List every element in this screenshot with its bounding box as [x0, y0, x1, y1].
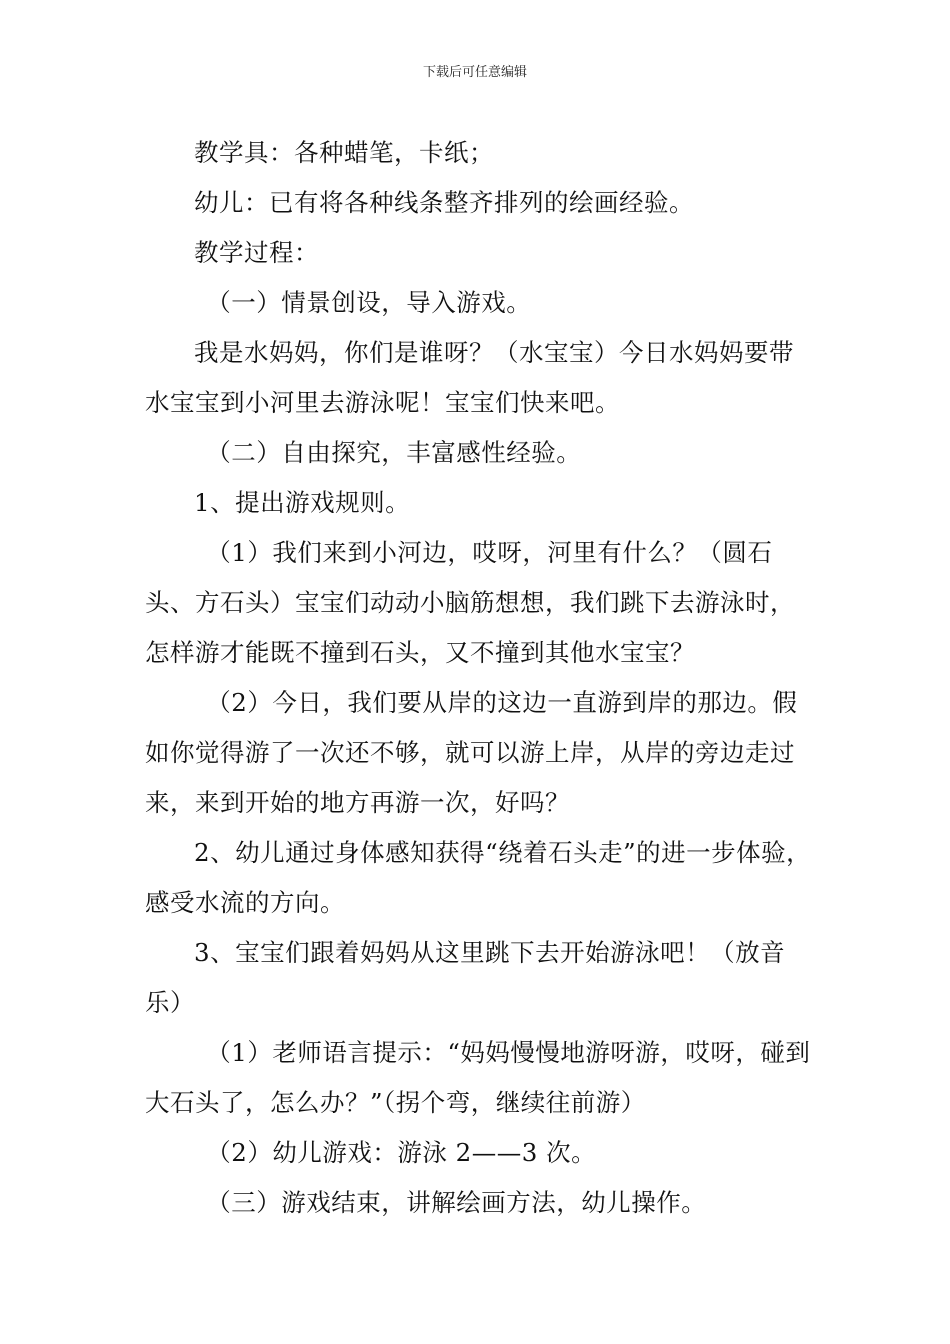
paragraph-step-three: 3、宝宝们跟着妈妈从这里跳下去开始游泳吧！（放音乐）: [145, 938, 786, 1017]
paragraph-section-two: （二）自由探究，丰富感性经验。: [206, 438, 582, 467]
document-body: [145, 128, 815, 1228]
paragraph-process-heading: 教学过程：: [194, 238, 319, 267]
paragraph-step-one-sub-one: （1）我们来到小河边，哎呀，河里有什么？（圆石头、方石头）宝宝们动动小脑筋想想，我们跳下去游泳时，怎样游才能既不撞到石头，又不撞到其他水宝宝？: [145, 538, 795, 667]
paragraph-step-one-sub-two: （2）今日，我们要从岸的这边一直游到岸的那边。假如你觉得游了一次还不够，就可以游上岸，从岸的旁边走过来，来到开始的地方再游一次，好吗？: [145, 688, 798, 817]
paragraph-step-two: 2、幼儿通过身体感知获得“绕着石头走”的进一步体验，感受水流的方向。: [145, 838, 812, 917]
page-header: 下载后可任意编辑: [422, 65, 527, 80]
paragraph-step-three-sub-two: （2）幼儿游戏：游泳 2——3 次。: [206, 1138, 597, 1167]
paragraph-step-one: 1、提出游戏规则。: [194, 488, 411, 517]
paragraph-section-one: （一）情景创设，导入游戏。: [206, 288, 532, 317]
paragraph-section-three: （三）游戏结束，讲解绘画方法，幼儿操作。: [206, 1188, 707, 1217]
paragraph-materials: 教学具：各种蜡笔，卡纸；: [194, 138, 494, 167]
paragraph-intro-dialogue: 我是水妈妈，你们是谁呀？（水宝宝）今日水妈妈要带水宝宝到小河里去游泳呢！宝宝们快来吧。: [145, 338, 794, 417]
paragraph-step-three-sub-one: （1）老师语言提示：“妈妈慢慢地游呀游，哎呀，碰到大石头了，怎么办？”（拐个弯，继续往前游）: [145, 1038, 811, 1117]
paragraph-prior-experience: 幼儿：已有将各种线条整齐排列的绘画经验。: [194, 188, 694, 217]
